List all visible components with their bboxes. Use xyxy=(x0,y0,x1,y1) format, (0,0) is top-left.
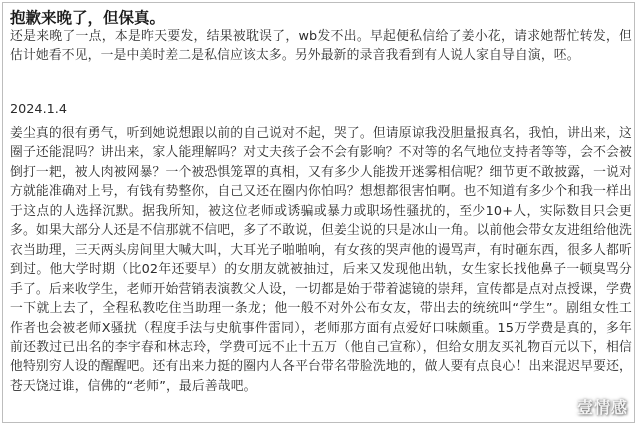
post-card xyxy=(2,2,635,423)
post-body: 姜尘真的很有勇气，听到她说想跟以前的自己说对不起，哭了。但请原谅我没胆量报真名，我怕，讲出来，这圈子还能混吗？讲出来，家人能理解吗？对丈夫孩子会不会有影响？不对等的名气地位支持者等等，会不会被倒打一耙，被人肉被网暴？一个被恐惧笼罩的真相，又有多少人能拨开迷雾相信呢？细节更不敢披露，一说对方就能准确对上号，有钱有势整你，自己又还在圈内你怕吗？想想都很害怕啊。也不知道有多少个和我一样出于这点的人选择沉默。据我所知，被这位老师或诱骗或暴力或职场性骚扰的，至少10+人，实际数目只会更多。如果大部分人还是不信那就不信吧，多了不敢说，但姜尘说的只是冰山一角。以前他会带女友进组给他洗衣当助理，三天两头房间里大喊大叫，大耳光子啪啪响，有女孩的哭声他的谩骂声，有时砸东西，很多人都听到过。他大学时期（比02年还要早）的女朋友就被抽过，后来又发现他出轨，女生家长找他鼻子一顿臭骂分手了。后来收学生，老师开始营销表演教父人设，一切都是始于带着滤镜的崇拜，宣传都是点对点授课，学费一下就上去了，全程私教吃住当助理一条龙；他一般不对外公布女友，带出去的统统叫“学生”。剧组女性工作者也会被老师X骚扰（程度手法与史航事件雷同），老师那方面有点爱好口味颇重。15万学费是真的，多年前还教过已出名的李宇春和林志玲，学费可远不止十五万（他自己宣称），但给女朋友买礼物百元以下，相信他特别穷人设的醒醒吧。还有出来力挺的圈内人各平台带名带脸洗地的，做人要有点良心！出来混迟早要还，苍天饶过谁，信佛的“老师”，最后善哉吧。 xyxy=(10,126,632,394)
post-intro: 还是来晚了一点，本是昨天要发，结果被耽误了，wb发不出。早起便私信给了姜小花，请求她帮忙转发，但估计她看不见，一是中美时差二是私信应该太多。另外最新的录音我看到有人说人家自导自演，呸。 xyxy=(10,29,632,63)
watermark: 壹情感 xyxy=(576,398,628,417)
post-date: 2024.1.4 xyxy=(10,102,67,117)
post-title: 抱歉来晚了，但保真。 xyxy=(10,9,166,27)
